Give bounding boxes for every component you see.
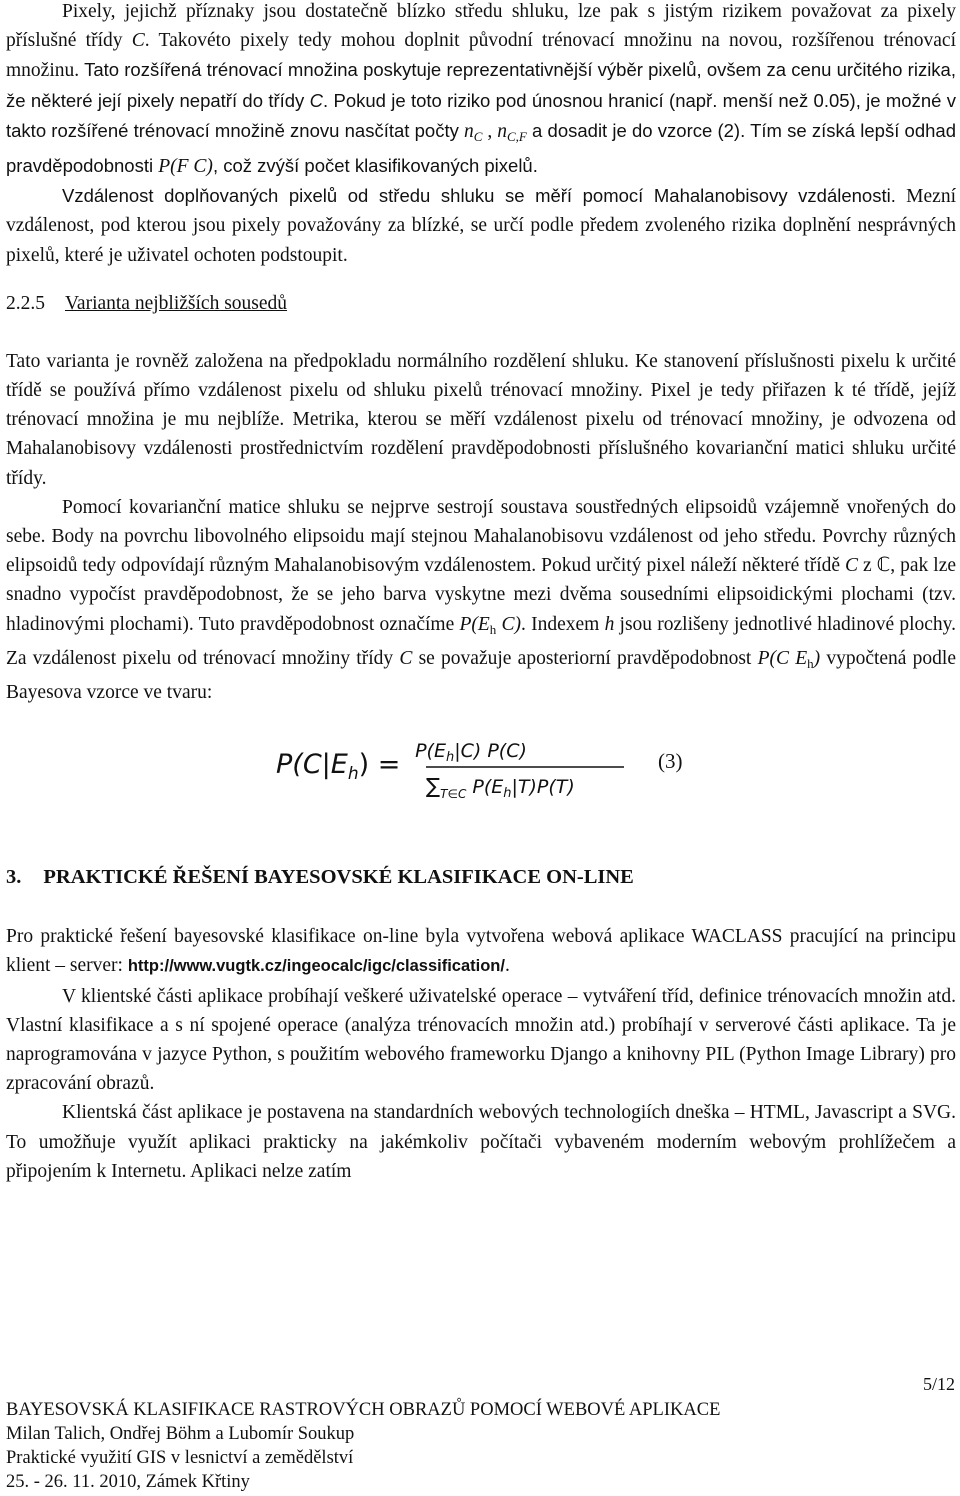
page-number: 5/12: [922, 1374, 955, 1394]
paragraph-ellipsoids: [6, 493, 956, 707]
footer-authors: Milan Talich, Ondřej Böhm a Lubomír Soukup: [6, 1424, 355, 1444]
text: , pak lze snadno vypočíst pravděpodobnost, že se jeho barva vyskytne mezi dvěma sousedními elipsoidickými plochami (tzv. hladinovými plochami). Tuto pravděpodobnost označíme: [6, 555, 956, 635]
section-title: Varianta nejbližších sousedů: [65, 292, 288, 314]
subscript: h: [807, 655, 814, 671]
paragraph-mahalanobis-distance: [6, 181, 956, 270]
formula-subscript: h: [445, 750, 455, 766]
footer-title: BAYESOVSKÁ KLASIFIKACE RASTROVÝCH OBRAZŮ POMOCÍ WEBOVÉ APLIKACE: [6, 1400, 721, 1420]
class-symbol: C: [309, 89, 324, 111]
formula-numerator-end: |C) P(C): [454, 740, 527, 763]
count-symbol: n: [497, 120, 507, 142]
text: z: [858, 555, 877, 577]
probability-expression: C): [496, 613, 522, 635]
svg-text:P(C|Eh) =: [276, 749, 400, 784]
class-set-symbol: ℂ: [876, 555, 891, 577]
svg-text:∑T∈C P(Eh|T)P(T): [426, 774, 575, 801]
probability-expression: P(E: [459, 613, 490, 635]
paper-page: [6, 0, 956, 1186]
paragraph-nearest-neighbours: Tato varianta je rovněž založena na předpokladu normálního rozdělení shluku. Ke stanovení příslušnosti pixelu k určité třídě se používá přímo vzdálenost pixelu od shluku pixelů trénovací množiny. Pixel je tedy přiřazen k té třídě, jejíž trénovací množina je mu nejblíže. Metrika, kterou se měří vzdálenost pixelu od trénovací množiny, je odvozena od Mahalanobisovy vzdálenosti prostřednictvím rozdělení pravděpodobnosti příslušného kovarianční matici shluku určité třídy.: [6, 350, 956, 489]
page-footer: [6, 1398, 956, 1494]
count-symbol: n: [464, 120, 474, 142]
sum-symbol: ∑: [426, 774, 441, 799]
text: . Pokud je toto riziko pod únosnou hranicí (např. menší než 0.05), je možné v takto rozšířené trénovací množině znovu nasčítat počty: [6, 89, 957, 141]
probability-expression: ): [813, 647, 821, 669]
waclass-url-link[interactable]: http://www.vugtk.cz/ingeocalc/igc/classification/: [127, 957, 505, 976]
subscript: C: [473, 128, 483, 144]
text: se považuje aposteriorní pravděpodobnost: [412, 647, 758, 669]
index-symbol: h: [604, 613, 615, 635]
paragraph-client-technologies: Klientská část aplikace je postavena na standardních webových technologiích dneška – HTML, Javascript a SVG. To umožňuje využít aplikaci prakticky na jakémkoliv počítači vybaveném moderním webovým prohlížečem a připojením k Internetu. Aplikaci nelze zatím: [6, 1102, 956, 1182]
text: . Takovéto pixely tedy mohou doplnit původní trénovací množinu na novou, rozšířenou trénovací množinu.: [6, 30, 956, 82]
formula-subscript: T∈C: [440, 787, 467, 802]
text: Pro praktické řešení bayesovské klasifikace on-line byla vytvořena webová aplikace WACLASS pracující na principu klient – server:: [6, 926, 956, 977]
text: jsou rozlišeny jednotlivé hladinové plochy. Za vzdálenost pixelu od trénovací množiny třídy: [6, 613, 956, 669]
paragraph-client-server: V klientské části aplikace probíhají veškeré uživatelské operace – vytváření tříd, definice trénovacích množin atd. Vlastní klasifikace a s ní spojené operace (analýza trénovacích množin atd.) probíhají v serverové části aplikace. Ta je naprogramována v jazyce Python, s použitím webového frameworku Django a knihovny PIL (Python Image Library) pro zpracování obrazů.: [6, 985, 956, 1095]
probability-expression: P(C E: [757, 647, 808, 669]
section-heading-3: [6, 862, 956, 892]
text: Mezní vzdálenost, pod kterou jsou pixely považovány za blízké, se určí podle předem zvoleného rizika doplnění nesprávných pixelů, které je uživatel ochoten podstoupit.: [6, 186, 956, 266]
formula-subscript: h: [347, 764, 359, 785]
text: Tato rozšířená trénovací množina poskytuje reprezentativnější výběr pixelů, ovšem za cenu určitého rizika, že některé její pixely nepatří do třídy: [6, 59, 956, 111]
class-symbol: C: [399, 647, 413, 669]
section-number: 3.: [6, 866, 22, 889]
paragraph-extended-training-set: [6, 0, 956, 181]
formula-denominator-end: |T)P(T): [511, 776, 575, 799]
text: Vzdálenost doplňovaných pixelů od středu shluku se měří pomocí Mahalanobisovy vzdálenosti.: [62, 185, 896, 207]
probability-expression: P(F C): [158, 156, 213, 178]
formula-lhs-end: ) =: [358, 749, 401, 781]
footer-event: Praktické využití GIS v lesnictví a zemědělství: [6, 1448, 354, 1468]
subscript: h: [489, 621, 497, 637]
text: vypočtená podle Bayesova vzorce ve tvaru:: [6, 647, 957, 704]
text: . Indexem: [521, 613, 605, 635]
section-number: 2.2.5: [6, 292, 45, 314]
section-heading-2-2-5: [6, 289, 956, 318]
footer-date: 25. - 26. 11. 2010, Zámek Křtiny: [6, 1472, 250, 1492]
class-symbol: C: [131, 30, 145, 52]
equation-3: [6, 727, 956, 809]
subscript: C,F: [506, 128, 527, 144]
text: .: [504, 955, 510, 977]
formula-denominator: P(E: [466, 776, 504, 799]
bayes-formula: [276, 727, 636, 807]
text: Pomocí kovarianční matice shluku se nejprve sestrojí soustava soustředných elipsoidů vzájemně vnořených do sebe. Body na povrchu libovolného elipsoidu mají stejnou Mahalanobisovu vzdálenost od jeho středu. Povrchy různých elipsoidů tedy odpovídají různým Mahalanobisovým vzdálenostem. Pokud určitý pixel náleží některé třídě: [6, 496, 956, 577]
section-title: PRAKTICKÉ ŘEŠENÍ BAYESOVSKÉ KLASIFIKACE ON-LINE: [43, 866, 634, 889]
paragraph-waclass-intro: [6, 922, 956, 981]
formula-lhs: P(C|E: [276, 749, 348, 781]
equation-number: (3): [658, 749, 683, 774]
formula-numerator: P(E: [415, 740, 446, 763]
text: , což zvýší počet klasifikovaných pixelů.: [212, 155, 538, 177]
formula-subscript: h: [503, 786, 512, 802]
svg-text:P(Eh|C) P(C): [415, 740, 527, 765]
text: Pixely, jejichž příznaky jsou dostatečně blízko středu shluku, lze pak s jistým rizikem považovat za pixely příslušné třídy: [6, 1, 956, 52]
text: a dosadit je do vzorce (2). Tím se získá lepší odhad pravděpodobnosti: [6, 119, 956, 177]
text: ,: [482, 120, 498, 142]
class-symbol: C: [845, 555, 859, 577]
